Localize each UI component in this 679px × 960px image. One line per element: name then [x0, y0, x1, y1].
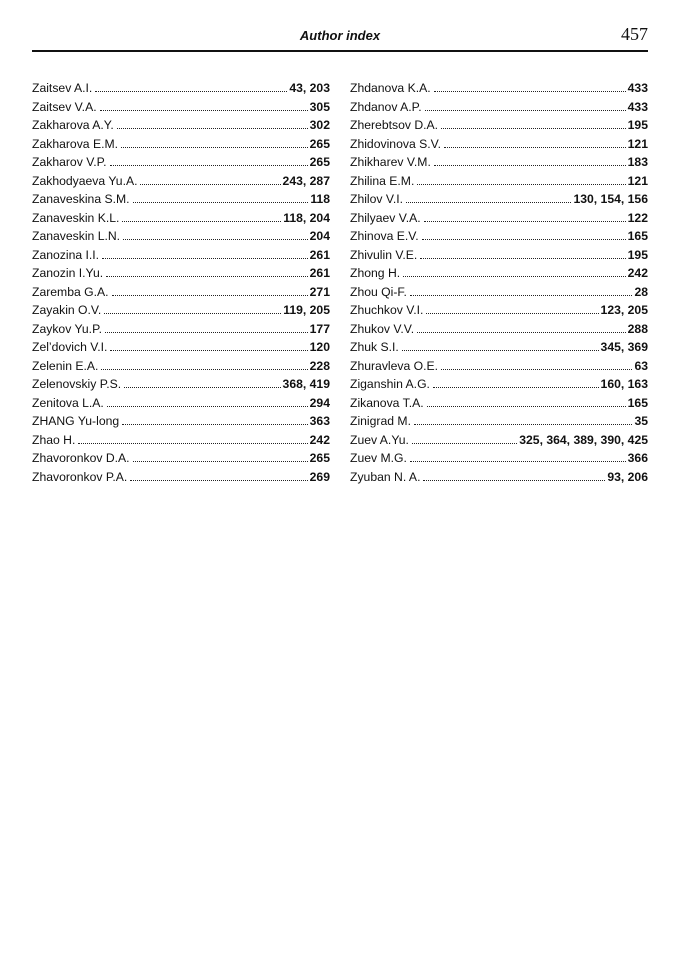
page-references: 195: [627, 247, 648, 262]
index-entry: [350, 396, 648, 415]
dot-leader: [123, 239, 308, 240]
author-name: Zakharova E.M.: [32, 136, 119, 151]
author-name: Zuev M.G.: [350, 451, 407, 465]
author-name: Zhdanova K.A.: [350, 81, 431, 95]
dot-leader: [423, 480, 605, 481]
dot-leader: [95, 91, 287, 92]
author-name: Zakharov V.P.: [32, 155, 107, 169]
author-name: Zhuchkov V.I.: [350, 303, 424, 317]
dot-leader: [422, 239, 626, 240]
dot-leader: [106, 276, 308, 277]
page-references: 195: [627, 118, 648, 132]
dot-leader: [427, 406, 626, 407]
page-header: [32, 24, 648, 50]
index-entry: [350, 340, 648, 359]
index-entry: [32, 266, 330, 285]
page-references: 165: [627, 395, 648, 410]
page-references: 118, 204: [283, 210, 330, 225]
index-entry: [32, 81, 330, 100]
dot-leader: [426, 313, 598, 314]
author-name: Zhidovinova S.V.: [350, 136, 442, 151]
dot-leader: [433, 387, 599, 388]
page-references: 345, 369: [600, 340, 648, 354]
index-entry: [350, 248, 648, 267]
author-name: Zinigrad M.: [350, 414, 411, 428]
author-name: Ziganshin A.G.: [350, 377, 430, 391]
page-references: 63: [634, 358, 648, 373]
author-name: Zhilov V.I.: [350, 192, 404, 206]
author-name: Zhdanov A.P.: [350, 99, 422, 114]
index-entry: [350, 322, 648, 341]
dot-leader: [403, 276, 626, 277]
index-entry: [32, 229, 330, 248]
author-name: Zelenovskiy P.S.: [32, 377, 122, 391]
dot-leader: [78, 443, 307, 444]
index-entry: [350, 451, 648, 470]
page-references: 35: [634, 414, 648, 428]
page-references: 122: [627, 210, 648, 225]
running-title: Author index: [299, 28, 381, 43]
dot-leader: [112, 295, 308, 296]
index-entry: [350, 285, 648, 304]
index-entry: [32, 192, 330, 211]
author-name: Zanozin I.Yu.: [32, 266, 104, 280]
author-name: Zherebtsov D.A.: [350, 118, 439, 132]
author-name: Zelenin E.A.: [32, 358, 99, 373]
page-references: 165: [627, 229, 648, 243]
index-entry: [32, 155, 330, 174]
author-name: Zhuravleva O.E.: [350, 358, 439, 373]
index-entry: [32, 377, 330, 396]
page-references: 302: [309, 118, 330, 132]
author-name: Zanaveskina S.M.: [32, 192, 130, 206]
author-name: ZHANG Yu-long: [32, 414, 120, 428]
dot-leader: [110, 165, 308, 166]
page-references: 243, 287: [282, 173, 330, 188]
page-references: 177: [309, 321, 330, 336]
index-entry: [350, 155, 648, 174]
index-entry: [32, 433, 330, 452]
dot-leader: [420, 258, 625, 259]
page-references: 228: [309, 358, 330, 373]
page-references: 183: [627, 155, 648, 169]
dot-leader: [102, 258, 308, 259]
dot-leader: [417, 332, 626, 333]
dot-leader: [124, 387, 280, 388]
page-references: 261: [309, 266, 330, 280]
dot-leader: [122, 221, 281, 222]
dot-leader: [101, 369, 307, 370]
dot-leader: [110, 350, 307, 351]
dot-leader: [133, 202, 309, 203]
dot-leader: [444, 147, 626, 148]
dot-leader: [412, 443, 517, 444]
index-entry: [32, 340, 330, 359]
dot-leader: [121, 147, 308, 148]
author-name: Zhikharev V.M.: [350, 155, 431, 169]
index-entry: [350, 377, 648, 396]
header-rule: [32, 50, 648, 52]
page-references: 123, 205: [600, 303, 648, 317]
page-references: 130, 154, 156: [573, 192, 648, 206]
dot-leader: [425, 110, 626, 111]
index-entry: [350, 211, 648, 230]
page-references: 119, 205: [283, 303, 330, 317]
page-references: 120: [309, 340, 330, 354]
page-references: 121: [627, 136, 648, 151]
dot-leader: [133, 461, 308, 462]
dot-leader: [417, 184, 625, 185]
page-references: 265: [309, 155, 330, 169]
index-entry: [350, 192, 648, 211]
index-column-right: [350, 81, 648, 488]
index-entry: [350, 118, 648, 137]
index-entry: [32, 451, 330, 470]
author-name: Zakharova A.Y.: [32, 118, 114, 132]
index-entry: [32, 174, 330, 193]
author-name: Zakhodyaeva Yu.A.: [32, 173, 138, 188]
page-references: 242: [627, 266, 648, 280]
page-references: 204: [309, 229, 330, 243]
index-entry: [350, 359, 648, 378]
page-references: 366: [627, 451, 648, 465]
index-entry: [32, 118, 330, 137]
index-entry: [32, 248, 330, 267]
author-name: Zuev A.Yu.: [350, 432, 409, 447]
dot-leader: [410, 461, 626, 462]
page-references: 294: [309, 395, 330, 410]
page-references: 121: [627, 173, 648, 188]
author-name: Zaykov Yu.P.: [32, 321, 103, 336]
author-name: Zhuk S.I.: [350, 340, 399, 354]
author-name: Zyuban N. A.: [350, 469, 421, 484]
author-name: Zanaveskin L.N.: [32, 229, 121, 243]
dot-leader: [107, 406, 308, 407]
page-references: 93, 206: [607, 469, 648, 484]
index-entry: [350, 266, 648, 285]
index-entry: [32, 303, 330, 322]
author-name: Zenitova L.A.: [32, 395, 104, 410]
index-entry: [32, 470, 330, 489]
author-name: Zhilyaev V.A.: [350, 210, 421, 225]
index-entry: [32, 396, 330, 415]
page-references: 363: [309, 414, 330, 428]
author-name: Zaremba G.A.: [32, 284, 109, 299]
page-references: 28: [634, 284, 648, 299]
page-references: 43, 203: [289, 81, 330, 95]
index-entry: [32, 211, 330, 230]
dot-leader: [410, 295, 633, 296]
page-references: 305: [309, 99, 330, 114]
author-name: Zhukov V.V.: [350, 321, 415, 336]
page-references: 265: [309, 451, 330, 465]
author-name: Zhivulin V.E.: [350, 247, 418, 262]
dot-leader: [105, 332, 308, 333]
dot-leader: [104, 313, 281, 314]
author-name: Zayakin O.V.: [32, 303, 102, 317]
author-name: Zaitsev A.I.: [32, 81, 93, 95]
author-name: Zhao H.: [32, 432, 76, 447]
page-number: 457: [621, 24, 648, 44]
page-references: 160, 163: [600, 377, 648, 391]
index-entry: [350, 174, 648, 193]
page-references: 261: [309, 247, 330, 262]
page-references: 242: [309, 432, 330, 447]
author-name: Zhinova E.V.: [350, 229, 419, 243]
author-name: Zel’dovich V.I.: [32, 340, 108, 354]
dot-leader: [434, 165, 626, 166]
dot-leader: [402, 350, 599, 351]
author-name: Zhong H.: [350, 266, 401, 280]
author-name: Zhavoronkov D.A.: [32, 451, 130, 465]
dot-leader: [441, 128, 626, 129]
author-name: Zhavoronkov P.A.: [32, 469, 128, 484]
index-entry: [32, 414, 330, 433]
index-entry: [32, 100, 330, 119]
page-references: 269: [309, 469, 330, 484]
author-name: Zikanova T.A.: [350, 395, 424, 410]
dot-leader: [441, 369, 632, 370]
index-entry: [350, 433, 648, 452]
author-name: Zhilina E.M.: [350, 173, 415, 188]
page-references: 325, 364, 389, 390, 425: [519, 432, 648, 447]
dot-leader: [434, 91, 626, 92]
dot-leader: [117, 128, 308, 129]
author-name: Zanaveskin K.L.: [32, 210, 120, 225]
index-column-left: [32, 81, 330, 488]
author-name: Zhou Qi-F.: [350, 284, 407, 299]
index-entry: [350, 81, 648, 100]
index-entry: [350, 229, 648, 248]
index-entry: [32, 359, 330, 378]
dot-leader: [414, 424, 632, 425]
index-entry: [350, 100, 648, 119]
page-references: 433: [627, 81, 648, 95]
dot-leader: [122, 424, 307, 425]
page-references: 265: [309, 136, 330, 151]
page-references: 368, 419: [282, 377, 330, 391]
page-references: 288: [627, 321, 648, 336]
page-references: 433: [627, 99, 648, 114]
index-entry: [32, 285, 330, 304]
index-entry: [350, 470, 648, 489]
index-entry: [350, 414, 648, 433]
dot-leader: [140, 184, 280, 185]
dot-leader: [100, 110, 308, 111]
dot-leader: [424, 221, 626, 222]
page-references: 118: [310, 192, 330, 206]
index-entry: [32, 322, 330, 341]
index-entry: [350, 303, 648, 322]
index-entry: [32, 137, 330, 156]
author-name: Zaitsev V.A.: [32, 99, 97, 114]
index-entry: [350, 137, 648, 156]
author-name: Zanozina I.I.: [32, 247, 100, 262]
dot-leader: [406, 202, 571, 203]
dot-leader: [130, 480, 307, 481]
page-references: 271: [309, 284, 330, 299]
